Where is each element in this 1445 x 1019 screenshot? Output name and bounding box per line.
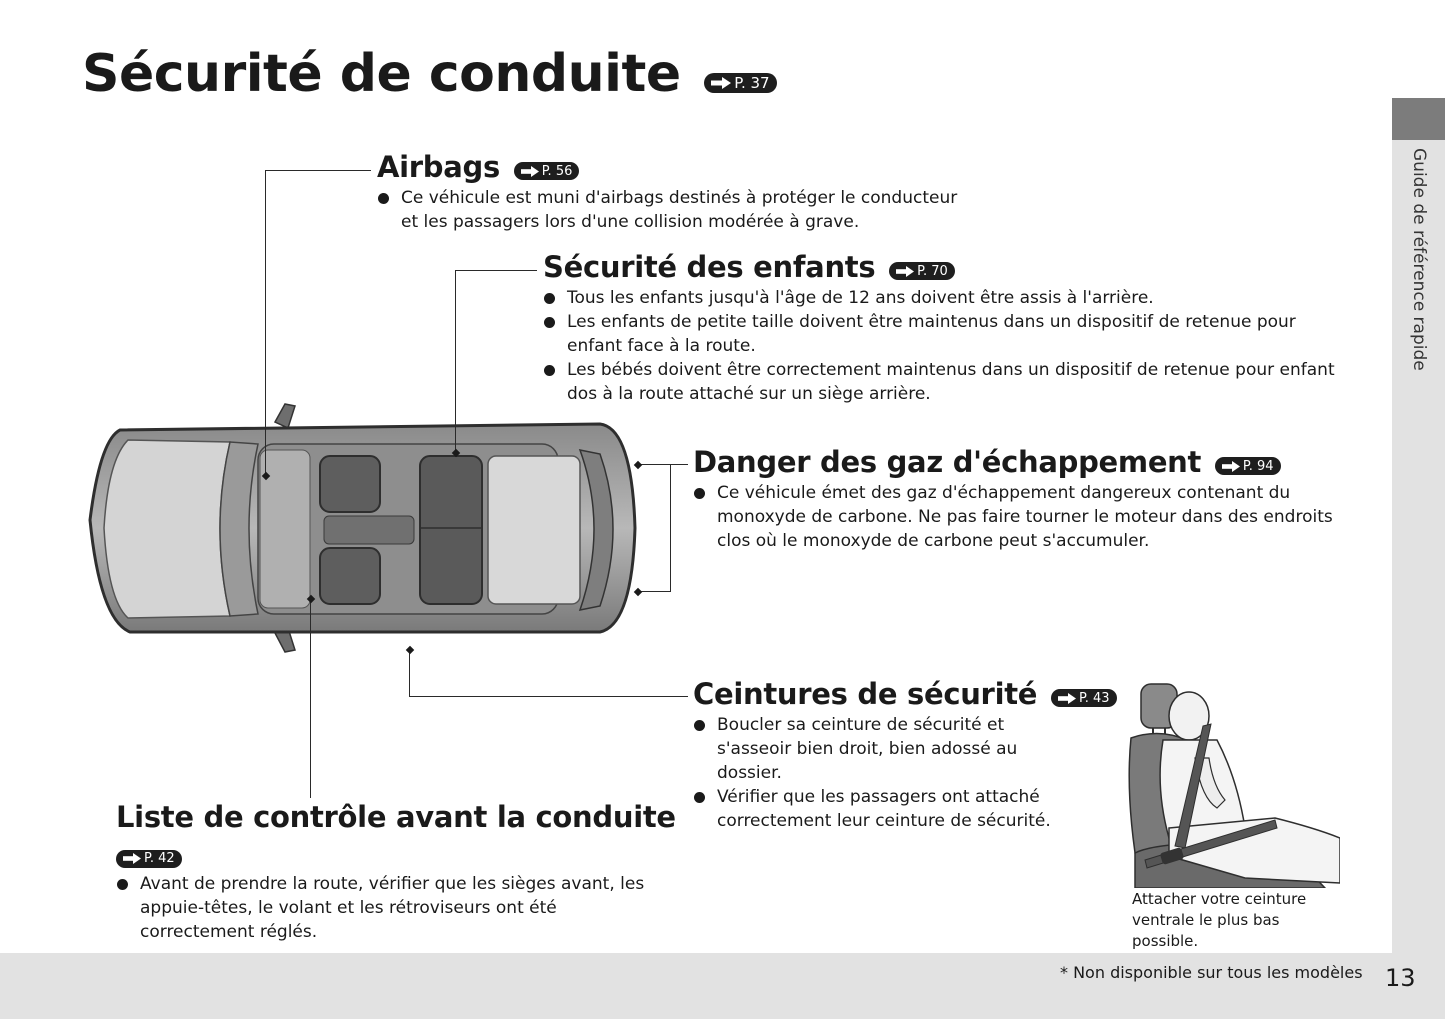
echappement-bracket-top — [638, 464, 670, 465]
car-top-view-illustration — [80, 400, 640, 665]
arrow-right-icon — [520, 166, 540, 177]
ceintures-title-text: Ceintures de sécurité — [693, 677, 1038, 711]
echappement-bracket-bottom — [638, 591, 670, 592]
page-title — [82, 44, 777, 104]
airbags-leader-h — [265, 170, 371, 171]
page-number: 13 — [1385, 964, 1416, 992]
list-item: Vérifier que les passagers ont attaché correctement leur ceinture de sécurité. — [693, 785, 1083, 833]
section-controle — [116, 800, 686, 944]
arrow-right-icon — [895, 266, 915, 277]
airbags-leader-v — [265, 170, 266, 476]
arrow-right-icon — [710, 77, 732, 89]
controle-ref-text: P. 42 — [144, 851, 175, 866]
airbags-ref-text: P. 56 — [541, 163, 573, 179]
echappement-bracket-h — [670, 464, 688, 465]
enfants-bullets — [543, 286, 1338, 406]
enfants-ref-text: P. 70 — [917, 263, 948, 279]
echappement-bracket-v — [670, 464, 671, 592]
list-item: Boucler sa ceinture de sécurité et s'asseoir bien droit, bien adossé au dossier. — [693, 713, 1083, 785]
seatbelt-caption: Attacher votre ceinture ventrale le plus bas possible. — [1132, 890, 1307, 950]
enfants-title-text: Sécurité des enfants — [543, 250, 876, 284]
list-item: Tous les enfants jusqu'à l'âge de 12 ans doivent être assis à l'arrière. — [543, 286, 1338, 310]
section-echappement — [693, 445, 1353, 553]
ceintures-leader-h — [409, 696, 688, 697]
airbags-ref-link[interactable] — [514, 162, 580, 180]
airbags-title — [377, 150, 997, 184]
controle-title-text: Liste de contrôle avant la conduite — [116, 800, 676, 834]
side-tab-label: Guide de référence rapide — [1409, 148, 1429, 371]
enfants-leader-v — [455, 270, 456, 452]
list-item: Ce véhicule émet des gaz d'échappement dangereux contenant du monoxyde de carbone. Ne pas faire tourner le moteur dans des endroits clos où le monoxyde de carbone peut s'accumuler. — [693, 481, 1343, 553]
list-item: Avant de prendre la route, vérifier que les sièges avant, les appuie-têtes, le volant et les rétroviseurs ont été correctement réglés. — [116, 872, 676, 944]
controle-leader-v — [310, 598, 311, 798]
ceintures-leader-v — [409, 650, 410, 696]
list-item: Les enfants de petite taille doivent être maintenus dans un dispositif de retenue pour enfant face à la route. — [543, 310, 1338, 358]
page-title-text: Sécurité de conduite — [82, 44, 681, 104]
echappement-title-text: Danger des gaz d'échappement — [693, 445, 1202, 479]
enfants-leader-h — [455, 270, 537, 271]
controle-ref-link[interactable] — [116, 850, 182, 868]
echappement-bullets — [693, 481, 1343, 553]
enfants-ref-link[interactable] — [889, 262, 955, 280]
section-ceintures — [693, 677, 1113, 833]
ceintures-title — [693, 677, 1113, 711]
section-airbags — [377, 150, 997, 234]
airbags-title-text: Airbags — [377, 150, 500, 184]
list-item: Les bébés doivent être correctement maintenus dans un dispositif de retenue pour enfant dos à la route attaché sur un siège arrière. — [543, 358, 1338, 406]
arrow-right-icon — [1057, 693, 1077, 704]
controle-title — [116, 800, 686, 834]
airbags-bullets — [377, 186, 977, 234]
page-ref-link[interactable] — [704, 73, 776, 93]
seatbelt-person-illustration — [1125, 678, 1340, 888]
echappement-ref-link[interactable] — [1215, 457, 1281, 475]
ceintures-ref-text: P. 43 — [1078, 690, 1110, 706]
section-enfants — [543, 250, 1343, 406]
echappement-title — [693, 445, 1353, 479]
ceintures-bullets — [693, 713, 1083, 833]
arrow-right-icon — [1221, 461, 1241, 472]
list-item: Ce véhicule est muni d'airbags destinés à protéger le conducteur et les passagers lors d'une collision modérée à grave. — [377, 186, 977, 234]
side-tab-marker — [1392, 98, 1445, 140]
ceintures-ref-link[interactable] — [1051, 689, 1117, 707]
controle-bullets — [116, 872, 676, 944]
enfants-title — [543, 250, 1343, 284]
footnote: * Non disponible sur tous les modèles — [1060, 963, 1363, 982]
echappement-ref-text: P. 94 — [1242, 458, 1274, 474]
arrow-right-icon — [122, 853, 142, 864]
page-ref-text: P. 37 — [734, 74, 770, 92]
